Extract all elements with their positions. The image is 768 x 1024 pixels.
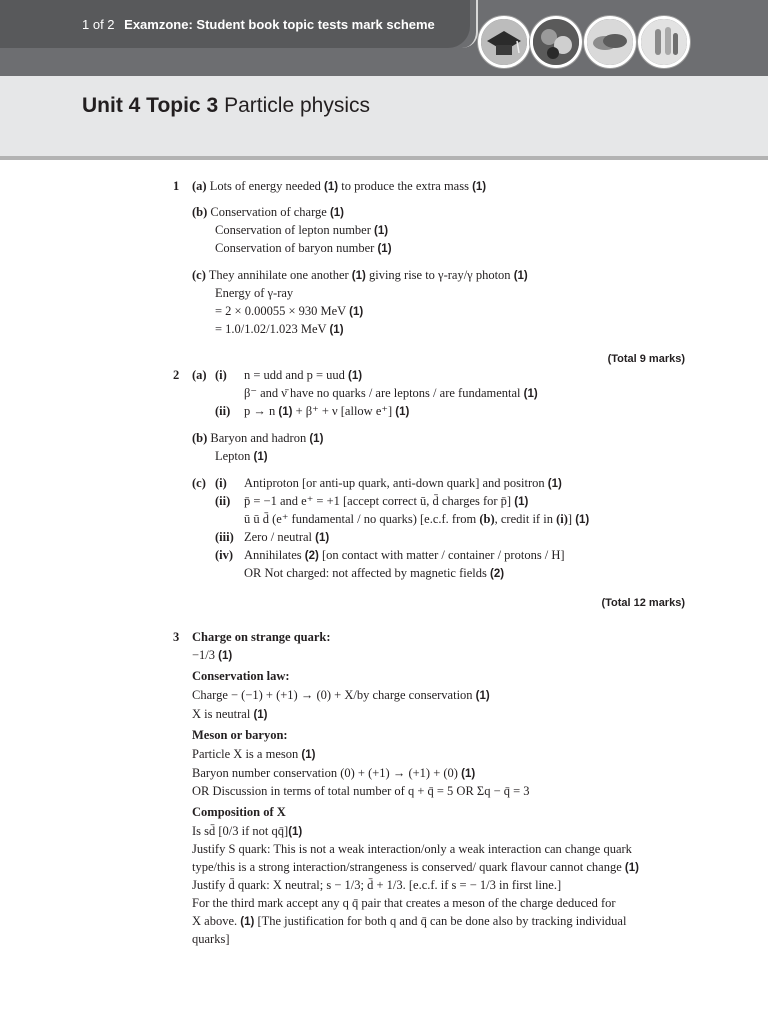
q1-b3	[215, 239, 392, 258]
q3-heading-conservation	[192, 667, 290, 685]
answer-text: quarks]	[192, 932, 230, 946]
reference: (i)	[556, 512, 568, 526]
q1-b1	[192, 203, 344, 222]
answer-text: = 2 × 0.00055 × 930 MeV	[215, 304, 346, 318]
q2-b2	[215, 447, 268, 466]
mark: (1)	[351, 270, 366, 282]
mark: (1)	[523, 388, 538, 400]
q3-l2	[192, 686, 490, 705]
mark: (1)	[288, 826, 303, 838]
answer-text: X above.	[192, 914, 238, 928]
q3-l5	[192, 764, 475, 783]
answer-text: Energy of γ-ray	[215, 286, 294, 300]
q2-c-label	[192, 474, 206, 492]
mark: (1)	[315, 532, 330, 544]
answer-text: β⁻ and ν̄ have no quarks / are leptons / are fundamental	[244, 386, 521, 400]
q1-c4	[215, 320, 344, 339]
answer-text: Antiproton [or anti-up quark, anti-down quark] and positron	[244, 476, 545, 490]
mark: (1)	[253, 451, 268, 463]
header-bar	[0, 0, 768, 76]
answer-text: n = udd and p = uud	[244, 368, 345, 382]
mark: (1)	[324, 181, 339, 193]
q3-l10	[192, 876, 561, 894]
part-label: (a)	[192, 368, 207, 382]
q1-a	[192, 177, 486, 196]
hands-photo	[530, 16, 582, 68]
q2-a-i2	[244, 384, 538, 403]
mark: (1)	[301, 749, 316, 761]
reference: (b)	[479, 512, 495, 526]
mark: (1)	[377, 243, 392, 255]
graduation-cap-photo	[478, 16, 530, 68]
part-label: (c)	[192, 268, 206, 282]
q2-a-ii	[215, 402, 230, 420]
q3-heading-meson	[192, 726, 288, 744]
answer-text: = 1.0/1.02/1.023 MeV	[215, 322, 327, 336]
q3-l9	[192, 858, 639, 877]
answer-text: Conservation of lepton number	[215, 223, 371, 237]
mark: (1)	[575, 514, 590, 526]
answer-text: Justify d̄ quark: X neutral; s − 1/3; d̄ + 1/3. [e.c.f. if s = − 1/3 in first line.]	[192, 878, 562, 892]
mark: (1)	[240, 916, 255, 928]
q3-l7	[192, 822, 302, 841]
answer-text: ū ū d̄ (e⁺ fundamental / no quarks) [e.c.f. from	[244, 512, 477, 526]
page-indicator: 1 of 2	[82, 17, 115, 32]
part-label: (c)	[192, 476, 206, 490]
q2-total: (Total 12 marks)	[601, 597, 685, 609]
answer-text: + β⁺ + ν [allow e⁺]	[295, 404, 393, 418]
answer-text: to produce the extra mass	[341, 179, 469, 193]
answer-text: They annihilate one another	[208, 268, 349, 282]
answer-text: OR Discussion in terms of total number of q + q̄ = 5 OR Σq − q̄ = 3	[192, 784, 530, 798]
q3-l12	[192, 912, 626, 931]
answer-text: For the third mark accept any q q̄ pair that creates a meson of the charge deduced for	[192, 896, 616, 910]
question-3-number: 3	[173, 630, 180, 644]
mark: (1)	[309, 433, 324, 445]
answer-text: Baryon number conservation (0) + (+1) → (+1) + (0)	[192, 766, 458, 780]
answer-text: X is neutral	[192, 707, 251, 721]
q3-l3	[192, 705, 268, 724]
part-label: (b)	[192, 205, 208, 219]
mark: (1)	[329, 207, 344, 219]
mark: (1)	[374, 225, 389, 237]
q2-c-ii	[215, 492, 230, 510]
mark: (1)	[278, 406, 293, 418]
q3-l4	[192, 745, 315, 764]
q2-a-label	[192, 366, 207, 384]
mark: (1)	[513, 270, 528, 282]
q2-a-i1-text	[244, 366, 362, 385]
q2-b1	[192, 429, 323, 448]
mark: (2)	[304, 550, 319, 562]
subpart-label: (i)	[215, 368, 227, 382]
mark: (1)	[329, 324, 344, 336]
mark: (1)	[253, 709, 268, 721]
answer-text: Lots of energy needed	[209, 179, 321, 193]
answer-text: Justify S quark: This is not a weak interaction/only a weak interaction can change quark	[192, 842, 632, 856]
q3-heading-composition	[192, 803, 286, 821]
header-title	[82, 17, 435, 32]
mark: (1)	[624, 862, 639, 874]
mark: (1)	[218, 650, 233, 662]
answer-text: Particle X is a meson	[192, 747, 299, 761]
mark: (1)	[461, 768, 476, 780]
q3-l6	[192, 782, 530, 800]
answer-text: Conservation of charge	[210, 205, 327, 219]
q2-a-i1	[215, 366, 227, 384]
q2-a-ii-text	[244, 402, 409, 421]
answer-text: [The justification for both q and q̄ can be done also by tracking individual	[257, 914, 627, 928]
mark: (1)	[395, 406, 410, 418]
q2-c-iii-text	[244, 528, 329, 547]
mark: (2)	[490, 568, 505, 580]
subpart-label: (i)	[215, 476, 227, 490]
section-heading: Charge on strange quark:	[192, 630, 331, 644]
answer-text: type/this is a strong interaction/strangeness is conserved/ quark flavour cannot change	[192, 860, 622, 874]
page-title	[82, 94, 370, 118]
q2-c-iv-a	[244, 546, 565, 565]
subpart-label: (iv)	[215, 548, 234, 562]
q2-c-iv-b	[244, 564, 504, 583]
q2-c-ii-b	[244, 510, 589, 529]
mark: (1)	[547, 478, 562, 490]
q1-c2	[215, 284, 293, 302]
raised-hands-photo	[638, 16, 690, 68]
question-2-number: 2	[173, 368, 180, 382]
q3-heading-charge	[192, 628, 331, 646]
document-title: Examzone: Student book topic tests mark scheme	[124, 17, 435, 32]
part-label: (a)	[192, 179, 207, 193]
subpart-label: (iii)	[215, 530, 234, 544]
answer-text: Charge − (−1) + (+1) → (0) + X/by charge conservation	[192, 688, 473, 702]
answer-text: giving rise to γ-ray/γ photon	[368, 268, 511, 282]
mark: (1)	[348, 370, 363, 382]
unit-label: Unit 4 Topic 3	[82, 94, 219, 117]
answer-text: OR Not charged: not affected by magnetic fields	[244, 566, 487, 580]
answer-text: Annihilates	[244, 548, 302, 562]
answer-text: , credit if in	[494, 512, 553, 526]
mark: (1)	[472, 181, 487, 193]
section-heading: Conservation law:	[192, 669, 290, 683]
answer-text: Is sd̄ [0/3 if not qq̄]	[192, 824, 289, 838]
answer-text: ]	[567, 512, 573, 526]
q1-b2	[215, 221, 388, 240]
q2-c-i	[215, 474, 227, 492]
q1-c3	[215, 302, 363, 321]
handshake-photo	[584, 16, 636, 68]
q2-c-i-text	[244, 474, 562, 493]
q3-l13	[192, 930, 230, 948]
section-heading: Composition of X	[192, 805, 286, 819]
part-label: (b)	[192, 431, 208, 445]
q3-l1	[192, 646, 232, 665]
q2-c-iv	[215, 546, 233, 564]
answer-text: p → n	[244, 404, 276, 418]
mark: (1)	[475, 690, 490, 702]
question-1-number: 1	[173, 179, 180, 193]
answer-text: Zero / neutral	[244, 530, 313, 544]
q3-l11	[192, 894, 616, 912]
mark: (1)	[514, 496, 529, 508]
q2-c-iii	[215, 528, 234, 546]
q3-l8	[192, 840, 632, 858]
topic-name: Particle physics	[224, 94, 371, 117]
answer-text: Conservation of baryon number	[215, 241, 375, 255]
subpart-label: (ii)	[215, 404, 231, 418]
section-heading: Meson or baryon:	[192, 728, 288, 742]
q1-c1	[192, 266, 528, 285]
answer-text: Lepton	[215, 449, 251, 463]
q2-c-ii-a	[244, 492, 528, 511]
subpart-label: (ii)	[215, 494, 231, 508]
answer-text: p̄ = −1 and e⁺ = +1 [accept correct ū, d̄ charges for p̄]	[244, 494, 512, 508]
answer-text: −1/3	[192, 648, 216, 662]
answer-text: Baryon and hadron	[210, 431, 307, 445]
q1-total: (Total 9 marks)	[607, 353, 685, 365]
answer-text: [on contact with matter / container / protons / H]	[321, 548, 565, 562]
mark: (1)	[349, 306, 364, 318]
title-rule	[0, 156, 768, 160]
header-tab-edge	[462, 0, 478, 48]
